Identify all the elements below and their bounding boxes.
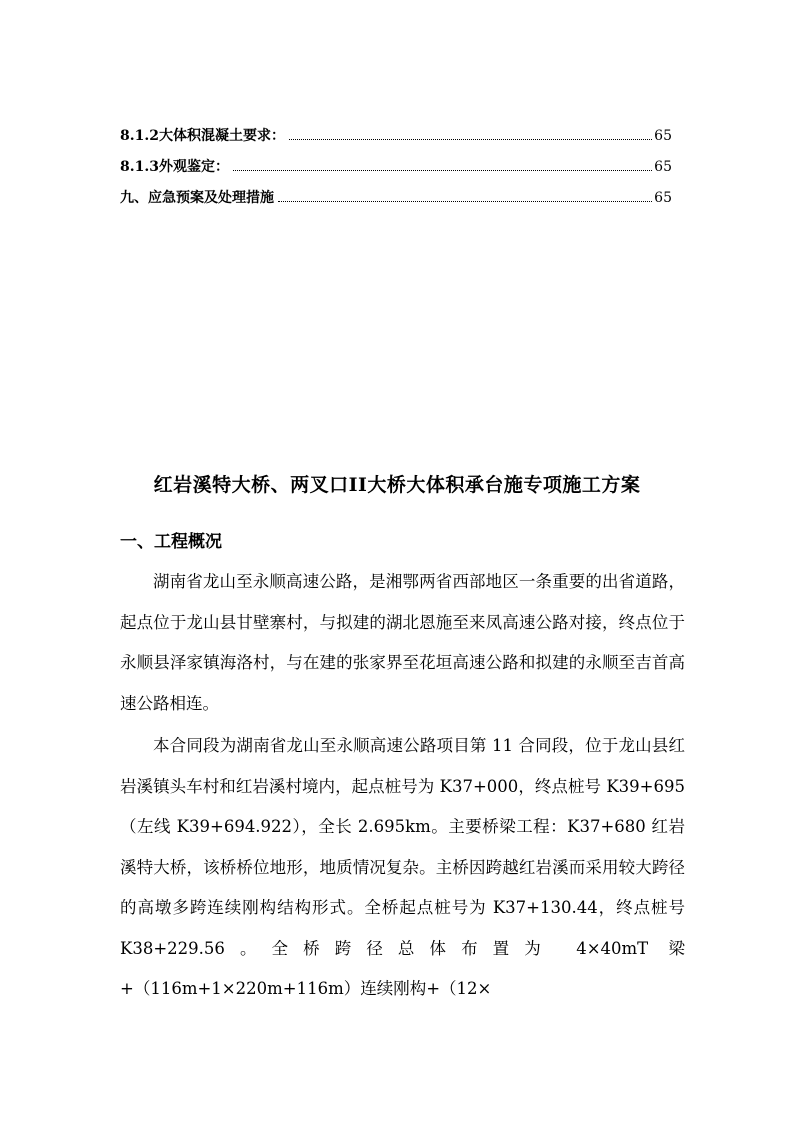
toc-entry-page: 65 xyxy=(654,128,672,144)
toc-entry-label: 8.1.2大体积混凝土要求： xyxy=(120,128,285,144)
section-heading: 一、工程概况 xyxy=(120,532,222,552)
toc-entry-label: 8.1.3外观鉴定： xyxy=(120,159,229,175)
toc-leader-dots xyxy=(289,138,652,140)
toc-entry-page: 65 xyxy=(654,159,672,175)
body-paragraph: 本合同段为湖南省龙山至永顺高速公路项目第 11 合同段，位于龙山县红岩溪镇头车村和红岩溪村境内，起点桩号为 K37+000，终点桩号 K39+695（左线 K39+694.922），全长 2.695km。主要桥梁工程：K37+680 红岩溪特大桥，该桥桥位地形，地质情况复杂。主桥因跨越红岩溪而采用较大跨径的高墩多跨连续刚构结构形式。全桥起点桩号为 K37+130.44，终点桩号 K38+229.56。全桥跨径总体布置为 4×40mT 梁+（116m+1×220m+116m）连续刚构+（12× xyxy=(120,736,685,998)
document-title: 红岩溪特大桥、两叉口II大桥大体积承台施专项施工方案 xyxy=(153,474,641,496)
toc-leader-dots xyxy=(278,200,652,202)
toc-entry[interactable] xyxy=(120,187,672,218)
toc-entry-label: 九、应急预案及处理措施 xyxy=(120,190,274,206)
toc-leader-dots xyxy=(233,169,652,171)
body-paragraph: 湖南省龙山至永顺高速公路，是湘鄂两省西部地区一条重要的出省道路，起点位于龙山县甘壁寨村，与拟建的湖北恩施至来凤高速公路对接，终点位于永顺县泽家镇海洛村，与在建的张家界至花垣高速公路和拟建的永顺至吉首高速公路相连。 xyxy=(120,572,685,713)
table-of-contents xyxy=(120,125,672,218)
toc-entry[interactable] xyxy=(120,125,672,156)
toc-entry[interactable] xyxy=(120,156,672,187)
toc-entry-page: 65 xyxy=(654,190,672,206)
